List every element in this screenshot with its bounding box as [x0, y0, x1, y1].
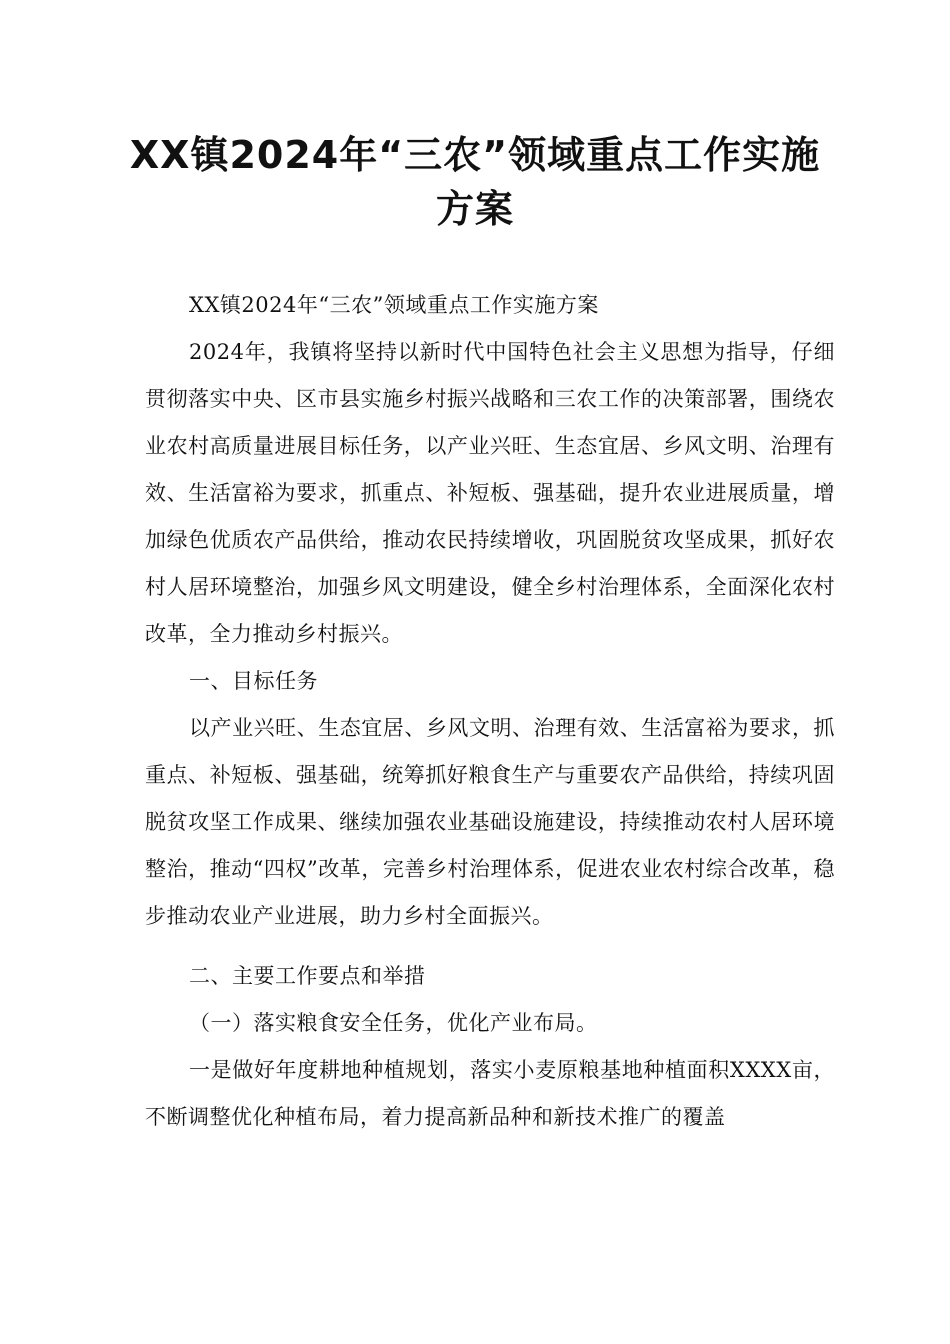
- section-heading-measures: 二、主要工作要点和举措: [189, 964, 426, 988]
- document-body: [145, 282, 835, 1141]
- paragraph-planting-plan: 一是做好年度耕地种植规划，落实小麦原粮基地种植面积XXXX亩，不断调整优化种植布局，着力提高新品种和新技术推广的覆盖: [145, 1058, 835, 1129]
- paragraph-repeated-title: XX镇2024年“三农”领域重点工作实施方案: [189, 293, 599, 317]
- document-title: XX镇2024年“三农”领域重点工作实施方案: [129, 133, 821, 231]
- paragraph-goals: 以产业兴旺、生态宜居、乡风文明、治理有效、生活富裕为要求，抓重点、补短板、强基础，统筹抓好粮食生产与重要农产品供给，持续巩固脱贫攻坚工作成果、继续加强农业基础设施建设，持续推动农村人居环境整治，推动“四权”改革，完善乡村治理体系，促进农业农村综合改革，稳步推动农业产业进展，助力乡村全面振兴。: [145, 716, 835, 928]
- section-heading-goals: 一、目标任务: [189, 669, 318, 693]
- paragraph-intro: 2024年，我镇将坚持以新时代中国特色社会主义思想为指导，仔细贯彻落实中央、区市县实施乡村振兴战略和三农工作的决策部署，围绕农业农村高质量进展目标任务，以产业兴旺、生态宜居、乡风文明、治理有效、生活富裕为要求，抓重点、补短板、强基础，提升农业进展质量，增加绿色优质农产品供给，推动农民持续增收，巩固脱贫攻坚成果，抓好农村人居环境整治，加强乡风文明建设，健全乡村治理体系，全面深化农村改革，全力推动乡村振兴。: [145, 340, 835, 646]
- subsection-heading-grain-safety: （一）落实粮食安全任务，优化产业布局。: [189, 1011, 598, 1035]
